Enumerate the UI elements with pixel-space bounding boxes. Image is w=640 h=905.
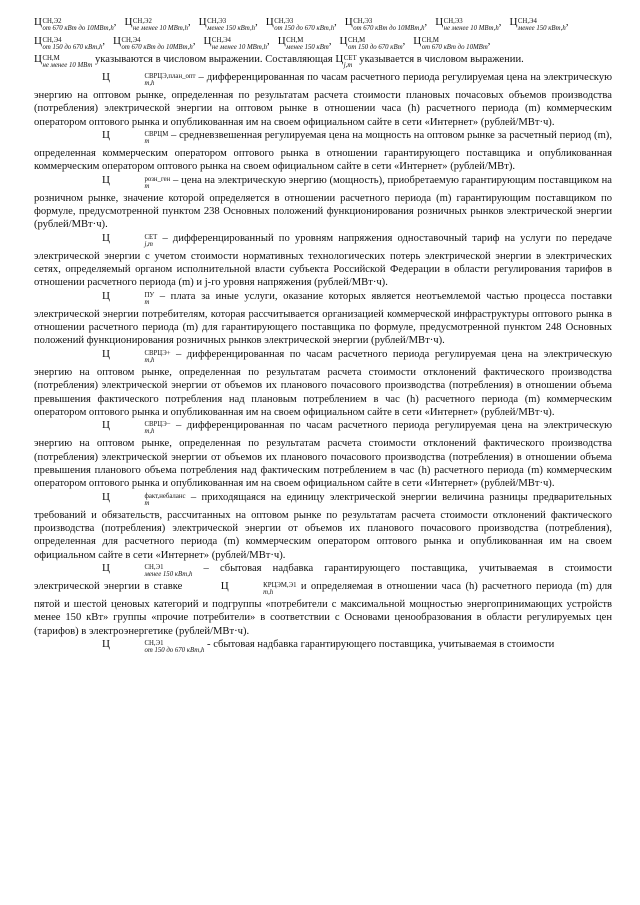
definition-text: – плата за иные услуги, оказание которых является неотъемлемой частью процесса поставки электрической энергии потребителям, которая рассчитывается организацией коммерческой инфраструктуры оптового рынка в отношении расчетного периода (m) для гарантирующего поставщика по формуле, предусмотренной пунктом 248 Основных положений функционирования розничных рынков электрической энергии (рублей/МВт·ч). <box>34 290 612 347</box>
symbol-scripts <box>212 37 267 51</box>
symbol-superscript: СН,М <box>347 37 366 44</box>
symbol-base: Ц <box>34 16 42 28</box>
symbol-base: Ц <box>34 53 42 65</box>
paragraph-sn-e1-less-150 <box>34 562 612 638</box>
symbol-subscript: от 150 до 670 кВт <box>347 44 403 51</box>
definition-text: – цена на электрическую энергию (мощность), приобретаемую гарантирующим поставщиком на розничном рынке, значение которой определяется в отношении расчетного периода (m) гарантирующим поставщиком по формуле, предусмотренной пунктом 238 Основных положений функционирования розничных рынков электрической энергии (рублей/МВт·ч). <box>34 174 612 231</box>
symbol-base: Ц <box>344 16 353 28</box>
paragraph-sn-e1-150-670 <box>34 638 612 656</box>
symbol-superscript: факт,небаланс <box>144 492 186 500</box>
formula-symbol <box>68 71 195 89</box>
symbol-base: Ц <box>220 579 229 592</box>
separator-comma: , <box>565 17 569 28</box>
symbol-scripts <box>422 37 488 51</box>
symbol-base: Ц <box>198 16 207 28</box>
symbol-scripts <box>42 18 113 32</box>
symbol-base: Ц <box>124 16 133 28</box>
symbol-superscript: СН,Э3 <box>207 18 227 25</box>
symbol-base: Ц <box>102 490 110 503</box>
symbol-base: Ц <box>339 35 348 47</box>
symbol-scripts <box>133 18 188 32</box>
definition-paragraph <box>34 174 612 232</box>
symbol-superscript: СН,Э2 <box>42 18 62 25</box>
symbol-scripts <box>110 564 192 578</box>
symbol-scripts <box>207 18 255 32</box>
formula-symbol <box>278 35 332 53</box>
symbol-base: Ц <box>102 419 110 432</box>
definition-paragraph <box>34 491 612 562</box>
separator-comma: , <box>102 36 106 47</box>
symbol-scripts <box>348 37 403 51</box>
symbol-superscript: розн_ген <box>144 175 171 183</box>
symbol-superscript: СН,Э3 <box>353 18 373 25</box>
symbol-scripts <box>110 493 185 507</box>
symbol-superscript: СН,М <box>42 55 60 62</box>
symbol-subscript: m,h <box>144 428 155 436</box>
formula-symbol-set <box>335 53 356 71</box>
formula-symbol <box>68 232 157 250</box>
symbol-superscript: СН,Э1 <box>144 639 164 647</box>
symbol-base: Ц <box>102 289 110 302</box>
formula-symbol <box>68 491 186 509</box>
symbol-superscript: СВРЦЭ− <box>144 421 171 429</box>
symbol-base: Ц <box>102 231 110 244</box>
symbol-superscript: СН,Э4 <box>121 37 141 44</box>
symbol-subscript: от 670 кВт до 10МВт,h <box>353 25 425 32</box>
symbol-scripts <box>344 55 357 69</box>
symbol-base: Ц <box>413 35 422 47</box>
symbol-scripts <box>353 18 424 32</box>
separator-comma: , <box>188 17 191 28</box>
definition-paragraph <box>34 71 612 129</box>
symbol-superscript: КРЦЭМ,Э1 <box>263 581 297 589</box>
symbol-superscript: СЕТ <box>144 233 158 241</box>
formula-symbol <box>509 16 568 34</box>
formula-symbol-krcem <box>187 580 297 598</box>
symbol-subscript: не менее 10 МВт,h <box>211 44 268 51</box>
symbol-scripts <box>110 73 195 87</box>
formula-symbol <box>124 16 190 34</box>
symbol-superscript: СН,М <box>421 37 439 44</box>
intro-paragraph <box>34 53 612 71</box>
symbol-scripts <box>444 18 499 32</box>
symbol-base: Ц <box>509 16 518 28</box>
symbol-scripts <box>110 131 168 145</box>
symbol-superscript: СЕТ <box>343 55 357 62</box>
symbol-base: Ц <box>113 35 121 47</box>
paragraph-text-a: – сбытовая надбавка гарантирующего поставщика, учитываемая в стоимости электрической энергии в ставке <box>34 562 612 592</box>
symbol-base: Ц <box>203 35 212 47</box>
symbol-superscript: СН,М <box>286 37 304 44</box>
symbol-base: Ц <box>102 347 110 360</box>
formula-symbol <box>68 290 154 308</box>
formula-symbol <box>413 35 490 53</box>
definition-text: – дифференцированная по часам расчетного периода регулируемая цена на электрическую энергию на оптовом рынке, определенная по результатам расчета стоимости плановых почасовых объемов производства (потребления) электрической энергии на оптовом рынке в отношении часа (h) расчетного периода (m) коммерческим оператором оптового рынка и опубликованная им на своем официальном сайте в сети «Интернет» (рублей/МВт·ч). <box>34 72 612 128</box>
separator-comma: , <box>113 17 117 28</box>
symbol-base: Ц <box>435 16 444 28</box>
symbol-subscript: m,h <box>144 356 155 364</box>
symbol-superscript: СВРЦЭ,план_опт <box>144 73 196 80</box>
symbol-subscript: j,m <box>144 240 153 248</box>
paragraph-text: - сбытовая надбавка гарантирующего поставщика, учитываемая в стоимости <box>204 638 555 650</box>
symbol-subscript: m <box>144 298 150 306</box>
symbol-subscript: менее 150 кВт,h <box>144 570 193 578</box>
symbol-subscript: m <box>144 499 150 507</box>
symbol-scripts <box>110 176 170 190</box>
symbol-subscript: менее 150 кВт,h <box>207 25 256 32</box>
formula-symbol <box>340 35 406 53</box>
symbol-base: Ц <box>335 53 344 65</box>
symbol-subscript: от 670 кВт до 10МВт,h <box>121 44 193 51</box>
symbol-base: Ц <box>102 129 110 142</box>
symbol-subscript: m <box>144 182 150 190</box>
formula-symbol <box>435 16 501 34</box>
symbol-superscript: СН,Э4 <box>517 18 537 25</box>
formula-symbol <box>203 35 269 53</box>
symbol-subscript: не менее 10 МВт <box>42 62 93 69</box>
separator-comma: , <box>487 36 491 47</box>
formula-symbol <box>68 419 171 437</box>
formula-symbol <box>68 638 204 656</box>
symbol-scripts <box>42 37 102 51</box>
definition-text: – приходящаяся на единицу электрической энергии величина разницы предварительных требований и обязательств, рассчитанных на оптовом рынке по результатам расчета стоимости отклонений фактического производства (потребления) электрической энергии от объемов их планового почасового производства (потребления), определенная для расчетного периода (m) коммерческим оператором оптового рынка и опубликованная им на своем официальном сайте в сети «Интернет» (рублей/МВт·ч). <box>34 491 612 561</box>
formula-symbol <box>34 16 116 34</box>
symbol-subscript: менее 150 кВт <box>286 44 329 51</box>
symbol-scripts <box>110 234 157 248</box>
symbol-scripts <box>274 18 334 32</box>
definition-text: – дифференцированный по уровням напряжения одноставочный тариф на услуги по передаче электрической энергии с учетом стоимости нормативных технологических потерь электрической энергии в электрических сетях, определяемый органом исполнительной власти субъекта Российской Федерации в области регулирования тарифов в отношении расчетного периода (m) и j-го уровня напряжения (рублей/МВт·ч). <box>34 232 612 289</box>
formula-symbol <box>113 35 195 53</box>
definition-paragraph <box>34 290 612 348</box>
definition-paragraph <box>34 232 612 290</box>
symbol-subscript: менее 150 кВт,h <box>517 25 566 32</box>
symbol-scripts <box>518 18 566 32</box>
definition-paragraph <box>34 129 612 174</box>
symbol-superscript: СН,Э2 <box>132 18 152 25</box>
symbol-subscript: от 150 до 670 кВт,h <box>144 646 205 654</box>
symbol-subscript: от 150 до 670 кВт,h <box>274 25 335 32</box>
definitions <box>34 71 612 562</box>
separator-comma: , <box>498 17 502 28</box>
symbol-scripts <box>229 582 296 596</box>
intro-text-2: указывается в числовом выражении. <box>359 54 524 65</box>
symbol-scripts <box>110 640 204 654</box>
symbol-superscript: СВРЦМ <box>144 131 169 139</box>
formula-symbol <box>345 16 427 34</box>
symbol-superscript: СН,Э3 <box>443 18 463 25</box>
formula-symbol <box>68 348 171 366</box>
symbol-subscript: m,h <box>263 588 274 596</box>
symbol-scripts <box>110 292 154 306</box>
symbol-superscript: СН,Э1 <box>144 563 164 571</box>
definition-text: – средневзвешенная регулируемая цена на мощность на оптовом рынке за расчетный период (m), определенная коммерческим оператором оптового рынка в отношении гарантирующего поставщика и опубликованная коммерческим оператором оптового рынка на своем официальном сайте в сети «Интернет» (рублей/МВт). <box>34 130 612 173</box>
symbol-scripts <box>42 55 92 69</box>
definition-text: – дифференцированная по часам расчетного периода регулируемая цена на электрическую энергию на оптовом рынке, определенная по результатам расчета стоимости отклонений фактического производства (потребления) электрической энергии от объемов их планового почасового производства (потребления) в отношении объема превышения фактического потребления над плановым потреблением в час (h) расчетного периода (m) коммерческим оператором оптового рынка и опубликованная им на своем официальном сайте в сети «Интернет» (рублей/МВт·ч). <box>34 348 612 418</box>
symbol-subscript: от 670 кВт до 10МВт,h <box>42 25 114 32</box>
symbol-list <box>34 16 612 53</box>
symbol-scripts <box>110 421 170 435</box>
symbol-superscript: СВРЦЭ+ <box>144 349 171 357</box>
definition-paragraph <box>34 419 612 490</box>
formula-symbol <box>68 562 192 580</box>
separator-comma: , <box>424 17 428 28</box>
symbol-base: Ц <box>34 35 42 47</box>
separator-comma: , <box>255 17 258 28</box>
symbol-subscript: m <box>144 138 150 146</box>
symbol-superscript: ПУ <box>144 291 155 299</box>
symbol-subscript: не менее 10 МВт,h <box>132 25 189 32</box>
symbol-superscript: СН,Э4 <box>211 37 231 44</box>
formula-symbol <box>68 174 170 192</box>
paragraph-text-b: и определяемая в отношении часа (h) расчетного периода (m) для пятой и шестой ценовых категорий и подгруппы «потребители с максимальной мощностью энергопринимающих устройств менее 150 кВт» группы «прочие потребители» в соответствии с Основами ценообразования в области регулируемых цен (тарифов) в электроэнергетике (рублей/МВт·ч). <box>34 580 612 637</box>
symbol-base: Ц <box>265 16 274 28</box>
separator-comma: , <box>402 36 406 47</box>
symbol-scripts <box>121 37 192 51</box>
separator-comma: , <box>192 36 196 47</box>
symbol-base: Ц <box>277 35 286 47</box>
symbol-base: Ц <box>102 637 110 650</box>
symbol-base: Ц <box>102 173 110 186</box>
separator-comma: , <box>267 36 270 47</box>
symbol-subscript: от 150 до 670 кВт,h <box>42 44 103 51</box>
symbol-base: Ц <box>102 561 110 574</box>
formula-symbol-last <box>34 53 92 71</box>
symbol-superscript: СН,Э4 <box>42 37 62 44</box>
definition-paragraph <box>34 348 612 419</box>
intro-text-1: указываются в числовом выражении. Составляющая <box>94 54 333 65</box>
formula-symbol <box>68 129 168 147</box>
formula-symbol <box>199 16 258 34</box>
symbol-scripts <box>286 37 329 51</box>
symbol-subscript: не менее 10 МВт,h <box>443 25 499 32</box>
definition-text: – дифференцированная по часам расчетного периода регулируемая цена на электрическую энергию на оптовом рынке, определенная по результатам расчета стоимости отклонений фактического производства (потребления) электрической энергии от объемов их планового почасового производства (потребления) в отношении объема превышения планового объема потребления над фактическим потреблением в час (h) расчетного периода (m) коммерческим оператором оптового рынка и опубликованная им на своем официальном сайте в сети «Интернет» (рублей/МВт·ч). <box>34 420 612 490</box>
symbol-subscript: j,m <box>343 62 353 69</box>
symbol-scripts <box>110 350 170 364</box>
separator-comma: , <box>328 36 332 47</box>
separator-comma: , <box>334 17 337 28</box>
symbol-base: Ц <box>102 71 110 83</box>
symbol-subscript: от 670 кВт до 10МВт <box>421 44 488 51</box>
formula-symbol <box>266 16 337 34</box>
formula-symbol <box>34 35 105 53</box>
symbol-superscript: СН,Э3 <box>274 18 294 25</box>
symbol-subscript: m,h <box>144 80 155 87</box>
